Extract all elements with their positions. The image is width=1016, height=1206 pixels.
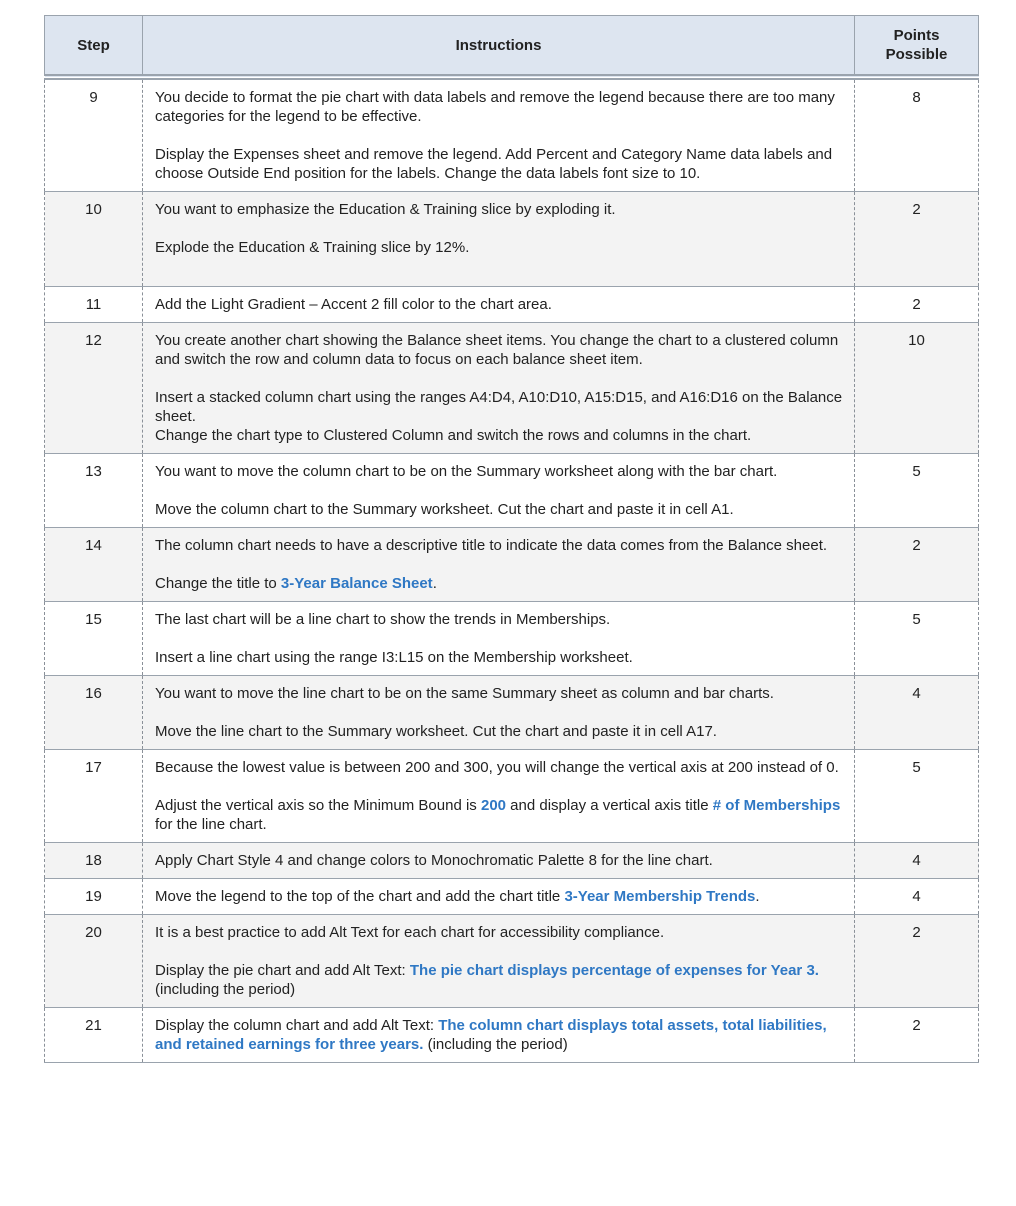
instruction-task bbox=[155, 796, 844, 834]
instructions-cell bbox=[143, 528, 855, 602]
instruction-context: You want to move the line chart to be on the same Summary sheet as column and bar charts. bbox=[155, 685, 774, 702]
step-cell: 17 bbox=[45, 750, 143, 843]
instructions-cell bbox=[143, 602, 855, 676]
instruction-task: Move the column chart to the Summary worksheet. Cut the chart and paste it in cell A1. bbox=[155, 501, 734, 518]
points-cell: 10 bbox=[855, 323, 979, 454]
step-cell: 14 bbox=[45, 528, 143, 602]
step-cell: 10 bbox=[45, 192, 143, 287]
table-row bbox=[45, 676, 979, 750]
instructions-table bbox=[44, 15, 979, 1063]
instruction-context: You decide to format the pie chart with data labels and remove the legend because there are too many categories for the legend to be effective. bbox=[155, 89, 835, 125]
instruction-task bbox=[155, 1016, 844, 1054]
instruction-task: Move the line chart to the Summary worksheet. Cut the chart and paste it in cell A17. bbox=[155, 723, 717, 740]
text-segment: (including the period) bbox=[155, 981, 296, 998]
instructions-cell bbox=[143, 750, 855, 843]
text-segment: and display a vertical axis title bbox=[506, 797, 713, 814]
table-row bbox=[45, 915, 979, 1008]
instructions-cell bbox=[143, 879, 855, 915]
text-segment: Display the column chart and add Alt Text: bbox=[155, 1017, 439, 1034]
points-cell: 2 bbox=[855, 192, 979, 287]
instructions-cell bbox=[143, 843, 855, 879]
step-cell: 9 bbox=[45, 77, 143, 192]
instruction-context: The column chart needs to have a descriptive title to indicate the data comes from the Balance sheet. bbox=[155, 537, 828, 554]
instruction-task: Display the Expenses sheet and remove the legend. Add Percent and Category Name data labels and choose Outside End position for the labels. Change the data labels font size to 10. bbox=[155, 146, 833, 182]
highlighted-value: 3-Year Balance Sheet bbox=[280, 575, 433, 592]
highlighted-value: 200 bbox=[480, 797, 507, 814]
instruction-task bbox=[155, 961, 844, 999]
step-cell: 13 bbox=[45, 454, 143, 528]
table-row bbox=[45, 323, 979, 454]
instructions-cell bbox=[143, 676, 855, 750]
step-cell: 19 bbox=[45, 879, 143, 915]
instructions-cell bbox=[143, 287, 855, 323]
instructions-cell bbox=[143, 77, 855, 192]
step-cell: 16 bbox=[45, 676, 143, 750]
highlighted-value: # of Memberships bbox=[712, 797, 841, 814]
points-header-line1: Points bbox=[893, 27, 940, 44]
step-cell: 20 bbox=[45, 915, 143, 1008]
points-cell: 8 bbox=[855, 77, 979, 192]
instruction-task: Add the Light Gradient – Accent 2 fill color to the chart area. bbox=[155, 296, 552, 313]
text-segment: Change the title to bbox=[155, 575, 281, 592]
points-cell: 2 bbox=[855, 915, 979, 1008]
text-segment: for the line chart. bbox=[155, 816, 267, 833]
highlighted-value: The column chart displays total assets, total liabilities, and retained earnings for three years. bbox=[155, 1017, 827, 1053]
instruction-task-part2: Change the chart type to Clustered Column and switch the rows and columns in the chart. bbox=[155, 427, 752, 444]
table-row bbox=[45, 1008, 979, 1063]
points-header-line2: Possible bbox=[885, 46, 948, 63]
step-cell: 15 bbox=[45, 602, 143, 676]
step-cell: 18 bbox=[45, 843, 143, 879]
points-header bbox=[855, 16, 979, 78]
text-segment: . bbox=[432, 575, 437, 592]
points-cell: 4 bbox=[855, 676, 979, 750]
points-cell: 2 bbox=[855, 528, 979, 602]
table-row bbox=[45, 528, 979, 602]
instructions-cell bbox=[143, 454, 855, 528]
instruction-task: Explode the Education & Training slice by 12%. bbox=[155, 239, 470, 256]
instructions-cell bbox=[143, 323, 855, 454]
instructions-cell bbox=[143, 915, 855, 1008]
instruction-context: The last chart will be a line chart to show the trends in Memberships. bbox=[155, 611, 611, 628]
text-segment: Move the legend to the top of the chart and add the chart title bbox=[155, 888, 565, 905]
instruction-task bbox=[155, 388, 844, 445]
table-row bbox=[45, 602, 979, 676]
instructions-cell bbox=[143, 1008, 855, 1063]
text-segment: (including the period) bbox=[423, 1036, 568, 1053]
instruction-context: You create another chart showing the Balance sheet items. You change the chart to a clustered column and switch the row and column data to focus on each balance sheet item. bbox=[155, 332, 839, 368]
points-cell: 4 bbox=[855, 879, 979, 915]
instructions-sheet bbox=[44, 15, 978, 1063]
text-segment: . bbox=[755, 888, 760, 905]
instruction-task bbox=[155, 574, 844, 593]
instruction-context: You want to emphasize the Education & Training slice by exploding it. bbox=[155, 201, 616, 218]
header-row bbox=[45, 16, 979, 78]
highlighted-value: 3-Year Membership Trends bbox=[564, 888, 756, 905]
instructions-cell bbox=[143, 192, 855, 287]
step-cell: 12 bbox=[45, 323, 143, 454]
table-row bbox=[45, 77, 979, 192]
text-segment: Display the pie chart and add Alt Text: bbox=[155, 962, 410, 979]
instruction-context: It is a best practice to add Alt Text for each chart for accessibility compliance. bbox=[155, 924, 665, 941]
points-cell: 4 bbox=[855, 843, 979, 879]
table-row bbox=[45, 192, 979, 287]
instruction-task bbox=[155, 887, 844, 906]
table-row bbox=[45, 454, 979, 528]
instruction-task: Apply Chart Style 4 and change colors to Monochromatic Palette 8 for the line chart. bbox=[155, 852, 713, 869]
points-cell: 2 bbox=[855, 1008, 979, 1063]
points-cell: 2 bbox=[855, 287, 979, 323]
table-row bbox=[45, 843, 979, 879]
instruction-task: Insert a line chart using the range I3:L15 on the Membership worksheet. bbox=[155, 649, 633, 666]
instructions-header: Instructions bbox=[143, 16, 855, 78]
table-row bbox=[45, 287, 979, 323]
step-cell: 11 bbox=[45, 287, 143, 323]
points-cell: 5 bbox=[855, 750, 979, 843]
highlighted-value: The pie chart displays percentage of expenses for Year 3. bbox=[409, 962, 819, 979]
instruction-context: Because the lowest value is between 200 and 300, you will change the vertical axis at 200 instead of 0. bbox=[155, 759, 839, 776]
text-segment: Adjust the vertical axis so the Minimum Bound is bbox=[155, 797, 481, 814]
table-row bbox=[45, 750, 979, 843]
step-cell: 21 bbox=[45, 1008, 143, 1063]
instruction-context: You want to move the column chart to be on the Summary worksheet along with the bar chart. bbox=[155, 463, 778, 480]
table-row bbox=[45, 879, 979, 915]
points-cell: 5 bbox=[855, 602, 979, 676]
step-header: Step bbox=[45, 16, 143, 78]
instruction-task-part1: Insert a stacked column chart using the ranges A4:D4, A10:D10, A15:D15, and A16:D16 on the Balance sheet. bbox=[155, 389, 843, 425]
points-cell: 5 bbox=[855, 454, 979, 528]
